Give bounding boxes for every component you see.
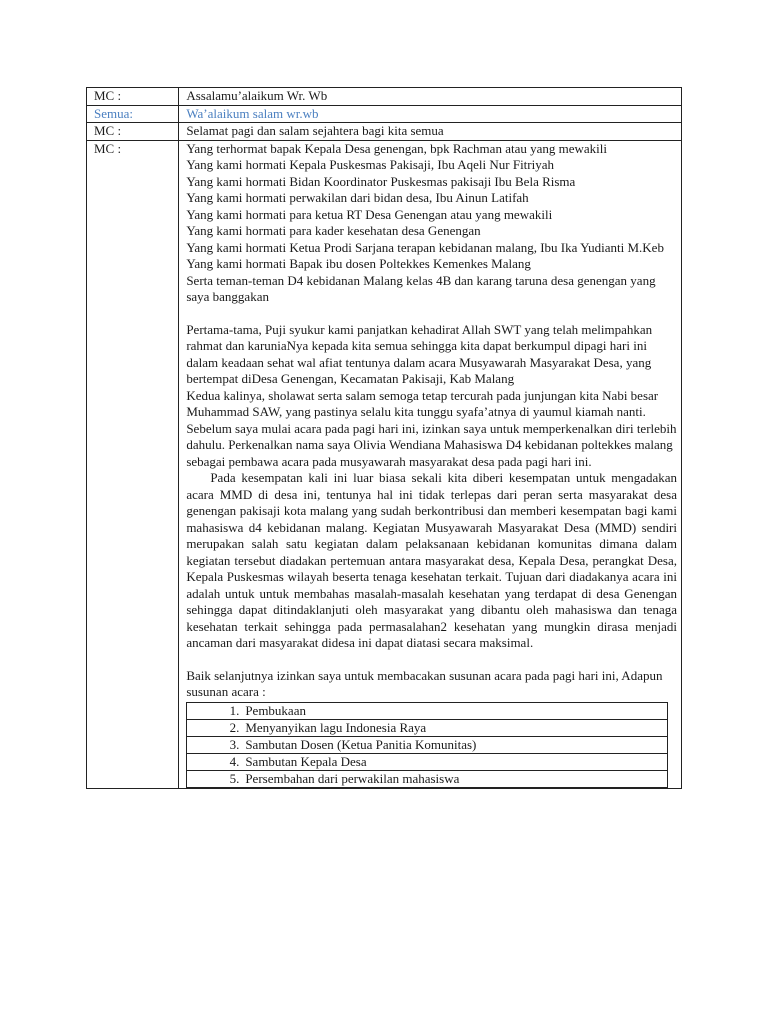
agenda-row: [187, 719, 668, 736]
greeting-line: Yang kami hormati para ketua RT Desa Genengan atau yang mewakili: [186, 206, 553, 222]
greeting-line: Yang kami hormati Bapak ibu dosen Poltekkes Kemenkes Malang: [186, 256, 531, 271]
script-row: [87, 88, 682, 106]
agenda-row: [187, 770, 668, 787]
paragraph-agenda-intro: Baik selanjutnya izinkan saya untuk membacakan susunan acara pada pagi hari ini, Adapun susunan acara :: [186, 667, 663, 699]
agenda-label: Menyanyikan lagu Indonesia Raya: [245, 719, 427, 735]
paragraph-gap: [186, 652, 681, 668]
agenda-number: 1.: [229, 702, 240, 718]
greeting-line: Yang kami hormati Kepala Puskesmas Pakisaji, Ibu Aqeli Nur Fitriyah: [186, 157, 555, 172]
greeting-line: Serta teman-teman D4 kebidanan Malang kelas 4B dan karang taruna desa genengan yang saya banggakan: [186, 272, 656, 304]
greeting-line: Yang kami hormati perwakilan dari bidan desa, Ibu Ainun Latifah: [186, 190, 529, 205]
speaker-cell: MC :: [87, 123, 179, 141]
script-row: [87, 105, 682, 123]
agenda-row: [187, 736, 668, 753]
greeting-line: Yang kami hormati Bidan Koordinator Puskesmas pakisaji Ibu Bela Risma: [186, 173, 576, 189]
agenda-label: Sambutan Dosen (Ketua Panitia Komunitas): [245, 736, 477, 752]
agenda-number: 5.: [229, 770, 240, 786]
script-table: [86, 87, 682, 789]
dialogue-cell-main: [179, 140, 682, 788]
agenda-label: Sambutan Kepala Desa: [245, 753, 367, 769]
agenda-label: Pembukaan: [245, 702, 306, 718]
paragraph-second: Kedua kalinya, sholawat serta salam semoga tetap tercurah pada junjungan kita Nabi besar Muhammad SAW, yang pastinya selalu kita tunggu syafa’atnya di yaumul kiamah nanti.: [186, 387, 659, 419]
agenda-number: 3.: [229, 736, 240, 752]
greeting-line: Yang kami hormati para kader kesehatan desa Genengan: [186, 223, 481, 238]
agenda-number: 4.: [229, 753, 240, 769]
script-row-main: [87, 140, 682, 788]
dialogue-cell: Assalamu’alaikum Wr. Wb: [179, 88, 682, 106]
speaker-cell: Semua:: [87, 105, 179, 123]
paragraph-gap: [186, 306, 681, 322]
dialogue-cell: Selamat pagi dan salam sejahtera bagi kita semua: [179, 123, 682, 141]
agenda-number: 2.: [229, 719, 240, 735]
greeting-line: Yang terhormat bapak Kepala Desa genengan, bpk Rachman atau yang mewakili: [186, 140, 607, 156]
agenda-row: [187, 702, 668, 719]
dialogue-cell: Wa’alaikum salam wr.wb: [179, 105, 682, 123]
greeting-line: Yang kami hormati Ketua Prodi Sarjana terapan kebidanan malang, Ibu Ika Yudianti M.Keb: [186, 239, 664, 255]
speaker-cell: MC :: [87, 88, 179, 106]
speaker-cell: MC :: [87, 140, 179, 788]
script-row: [87, 123, 682, 141]
agenda-table: [186, 702, 668, 788]
agenda-label: Persembahan dari perwakilan mahasiswa: [245, 770, 460, 786]
agenda-row: [187, 753, 668, 770]
paragraph-first: Pertama-tama, Puji syukur kami panjatkan kehadirat Allah SWT yang telah melimpahkan rahmat dan karuniaNya kepada kita semua sehingga kita dapat berkumpul dipagi hari ini dalam keadaan sehat wal afiat tentunya dalam acara Musyawarah Masyarakat Desa, yang bertempat diDesa Genengan, Kecamatan Pakisaji, Kab Malang: [186, 321, 653, 386]
paragraph-occasion: Pada kesempatan kali ini luar biasa sekali kita diberi kesempatan untuk mengadakan acara MMD di desa ini, tentunya hal ini tidak terlepas dari peran serta masyarakat desa genengan pakisaji kota malang yang sudah berkontribusi dan memberi kesempatan bagi kami mahasiswa d4 kebidanan malang. Kegiatan Musyawarah Masyarakat Desa (MMD) sendiri merupakan salah satu kegiatan dalam pelaksanaan kebidanan komunitas dimana dalam kegiatan tersebut diadakan pertemuan antara masyarakat desa, Kepala Desa, perangkat Desa, Kepala Puskesmas wilayah beserta tenaga kesehatan terkait. Tujuan dari diadakanya acara ini adalah untuk untuk membahas masalah-masalah kesehatan yang terdapat di desa Genengan sehingga dapat ditindaklanjuti oleh masyarakat yang dibantu oleh mahasiswa dan tenaga kesehatan terkait sehingga pada permasalahan2 kesehatan yang mungkin dirasa menjadi ancaman dari masyarakat didesa ini dapat diatasi secara maksimal.: [186, 470, 677, 650]
paragraph-intro: Sebelum saya mulai acara pada pagi hari ini, izinkan saya untuk memperkenalkan diri terlebih dahulu. Perkenalkan nama saya Olivia Wendiana Mahasiswa D4 kebidanan poltekkes malang sebagai pembawa acara pada musyawarah masyarakat desa pada pagi hari ini.: [186, 420, 677, 469]
